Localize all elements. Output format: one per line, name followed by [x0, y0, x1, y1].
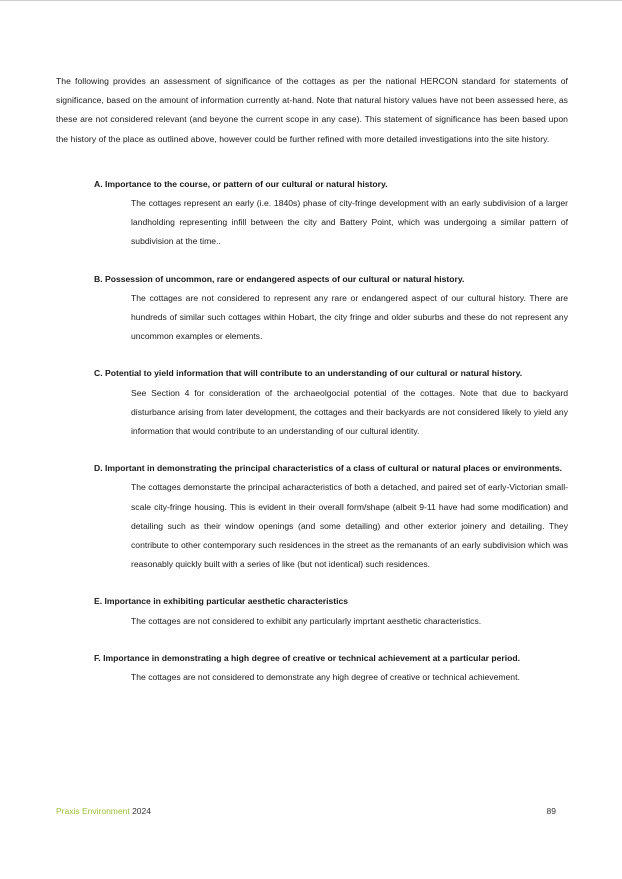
footer-brand: Praxis Environment — [56, 806, 130, 816]
criterion-b — [94, 270, 568, 347]
criterion-body: The cottages demonstarte the principal acharacteristics of both a detached, and paired set of early-Victorian small-scale city-fringe housing. This is evident in their overall form/shape (albeit 9-11 have had some modification) and detailing such as their window openings (and some detailing) and other exterior joinery and detailing. They contribute to other contemporary such residences in the street as the remanants of an early subdivision which was reasonably quickly built with a series of like (but not identical) such residences. — [131, 482, 568, 570]
top-border — [0, 0, 622, 1]
criterion-body: The cottages are not considered to represent any rare or endangered aspect of our cultural history. There are hundreds of similar such cottages within Hobart, the city fringe and older suburbs and these do not represent any uncommon examples or elements. — [131, 292, 568, 342]
criterion-c — [94, 364, 568, 441]
intro-paragraph: The following provides an assessment of significance of the cottages as per the national HERCON standard for statements of significance, based on the amount of information currently at-hand. Note that natural history values have not been assessed here, as these are not considered relevant (and beyone the current scope in any case). This statement of significance has been based upon the history of the place as outlined above, however could be further refined with more detailed investigations into the site history. — [56, 76, 568, 144]
criterion-d — [94, 459, 568, 574]
criterion-heading: B. Possession of uncommon, rare or endangered aspects of our cultural or natural history. — [94, 273, 465, 284]
criterion-a — [94, 175, 568, 252]
criterion-body: The cottages are not considered to demonstrate any high degree of creative or technical achievement. — [131, 672, 520, 683]
criterion-body: The cottages represent an early (i.e. 1840s) phase of city-fringe development with an early subdivision of a larger landholding representing infill between the city and Battery Point, which was undergoing a similar pattern of subdivision at the time.. — [131, 198, 568, 247]
footer-year: 2024 — [132, 806, 151, 816]
page-number: 89 — [546, 806, 556, 816]
criterion-heading: D. Important in demonstrating the principal characteristics of a class of cultural or natural places or environments. — [94, 463, 562, 474]
criterion-body: See Section 4 for consideration of the archaeolgocial potential of the cottages. Note that due to backyard disturbance arising from later development, the cottages and their backyards are not considered likely to yield any information that would contribute to an understanding of our cultural identity. — [131, 387, 568, 437]
criterion-body: The cottages are not considered to exhibit any particularly imprtant aesthetic characteristics. — [131, 615, 482, 626]
criterion-heading: C. Potential to yield information that will contribute to an understanding of our cultural or natural history. — [94, 368, 523, 379]
criterion-heading: F. Importance in demonstrating a high degree of creative or technical achievement at a particular period. — [94, 652, 520, 663]
criterion-heading: E. Importance in exhibiting particular aesthetic characteristics — [94, 596, 349, 607]
criterion-f — [94, 649, 568, 687]
criterion-e — [94, 592, 568, 630]
document-page — [56, 72, 568, 687]
criterion-heading: A. Importance to the course, or pattern of our cultural or natural history. — [94, 178, 388, 189]
page-footer — [56, 806, 556, 816]
